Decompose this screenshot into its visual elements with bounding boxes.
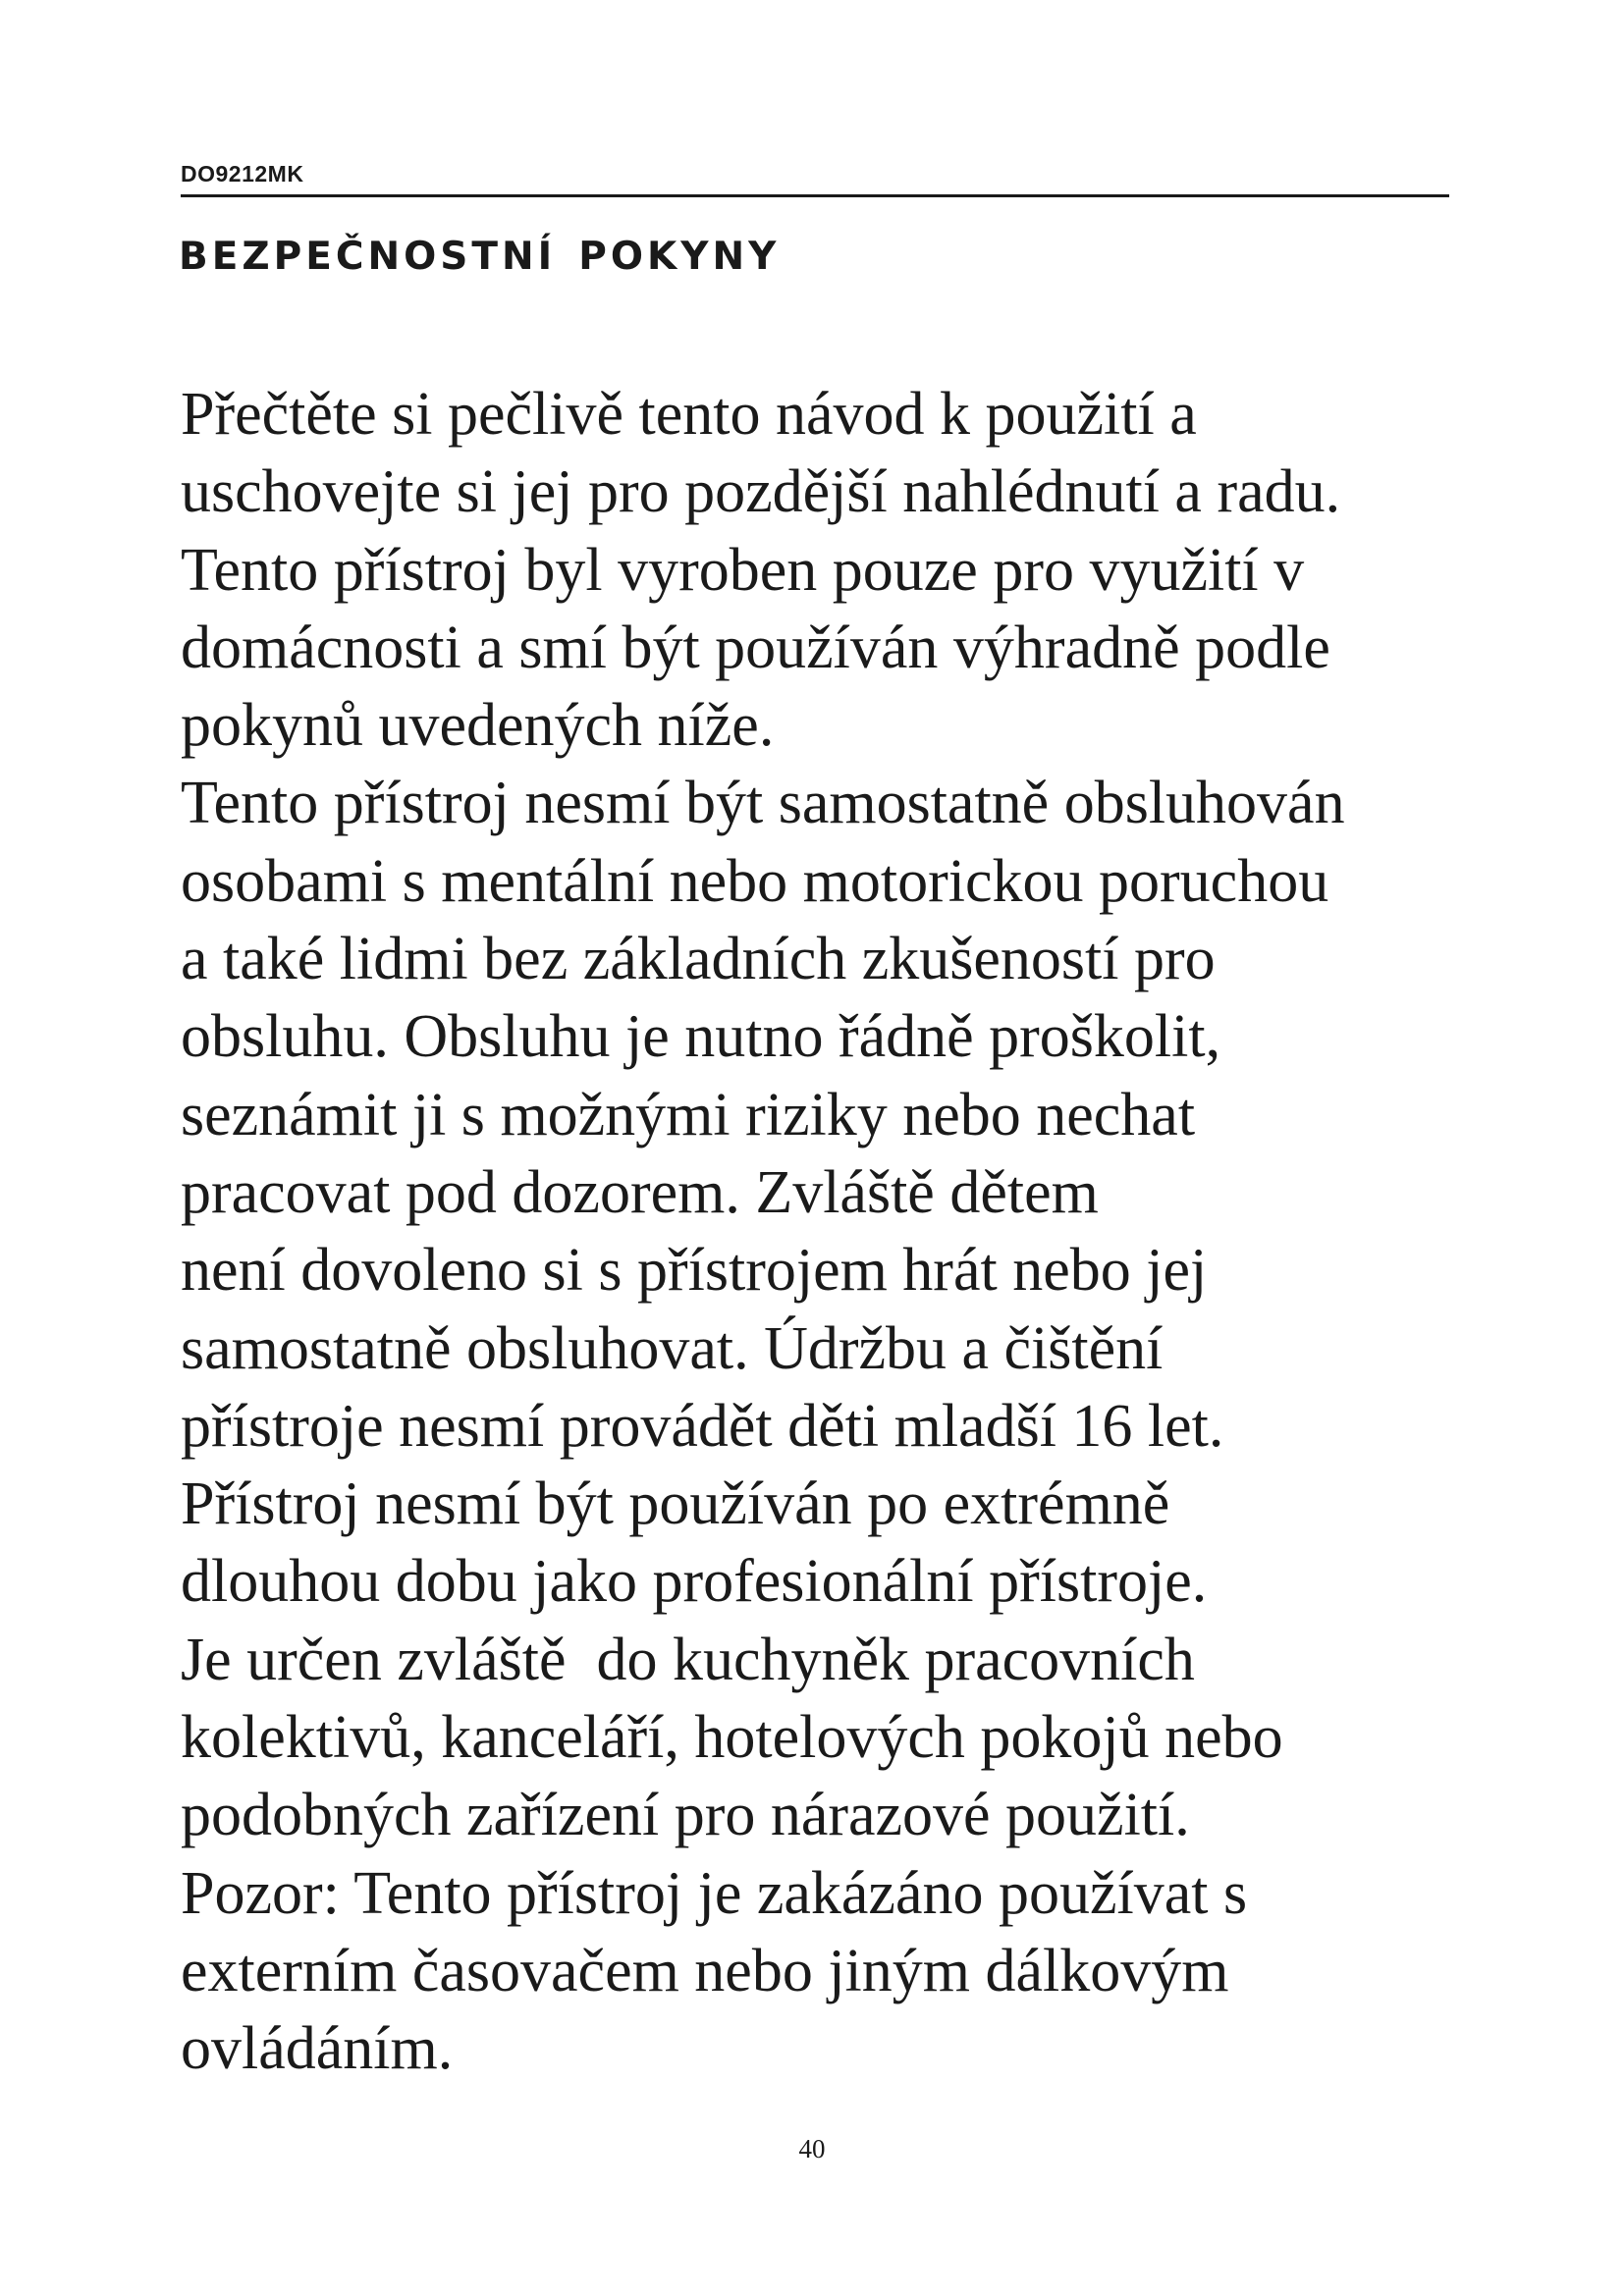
text-line: Tento přístroj byl vyroben pouze pro využití v: [181, 536, 1305, 604]
text-line: externím časovačem nebo jiným dálkovým: [181, 1937, 1229, 2004]
text-line: Přístroj nesmí být používán po extrémně: [181, 1470, 1170, 1538]
text-line: podobných zařízení pro nárazové použití.: [181, 1782, 1190, 1849]
text-line: Přečtěte si pečlivě tento návod k použití a: [181, 381, 1197, 448]
text-line: není dovoleno si s přístrojem hrát nebo jej: [181, 1237, 1208, 1305]
text-line: Tento přístroj nesmí být samostatně obsluhován: [181, 770, 1345, 837]
text-line: obsluhu. Obsluhu je nutno řádně proškolit,: [181, 1003, 1221, 1071]
text-line: ovládáním.: [181, 2015, 454, 2083]
text-line: Pozor: Tento přístroj je zakázáno používat s: [181, 1859, 1248, 1927]
text-line: Je určen zvláště do kuchyněk pracovních: [181, 1626, 1195, 1693]
model-code: DO9212MK: [181, 161, 304, 187]
text-line: pokynů uvedených níže.: [181, 692, 775, 760]
text-line: pracovat pod dozorem. Zvláště dětem: [181, 1158, 1099, 1226]
text-line: a také lidmi bez základních zkušeností pro: [181, 926, 1216, 993]
page-title: bezpečnostní pokyny: [179, 219, 781, 282]
text-line: domácnosti a smí být používán výhradně podle: [181, 614, 1330, 681]
page-number: 40: [798, 2134, 826, 2163]
safety-instructions-text: [181, 376, 1477, 2089]
text-line: kolektivů, kanceláří, hotelových pokojů nebo: [181, 1704, 1283, 1772]
text-line: seznámit ji s možnými riziky nebo nechat: [181, 1081, 1196, 1148]
text-line: přístroje nesmí provádět děti mladší 16 let.: [181, 1392, 1224, 1460]
header-divider: [181, 194, 1449, 197]
text-line: osobami s mentální nebo motorickou poruchou: [181, 847, 1329, 915]
text-line: samostatně obsluhovat. Údržbu a čištění: [181, 1314, 1164, 1382]
text-line: uschovejte si jej pro pozdější nahlédnutí a radu.: [181, 458, 1341, 526]
text-line: dlouhou dobu jako profesionální přístroje.: [181, 1548, 1208, 1616]
